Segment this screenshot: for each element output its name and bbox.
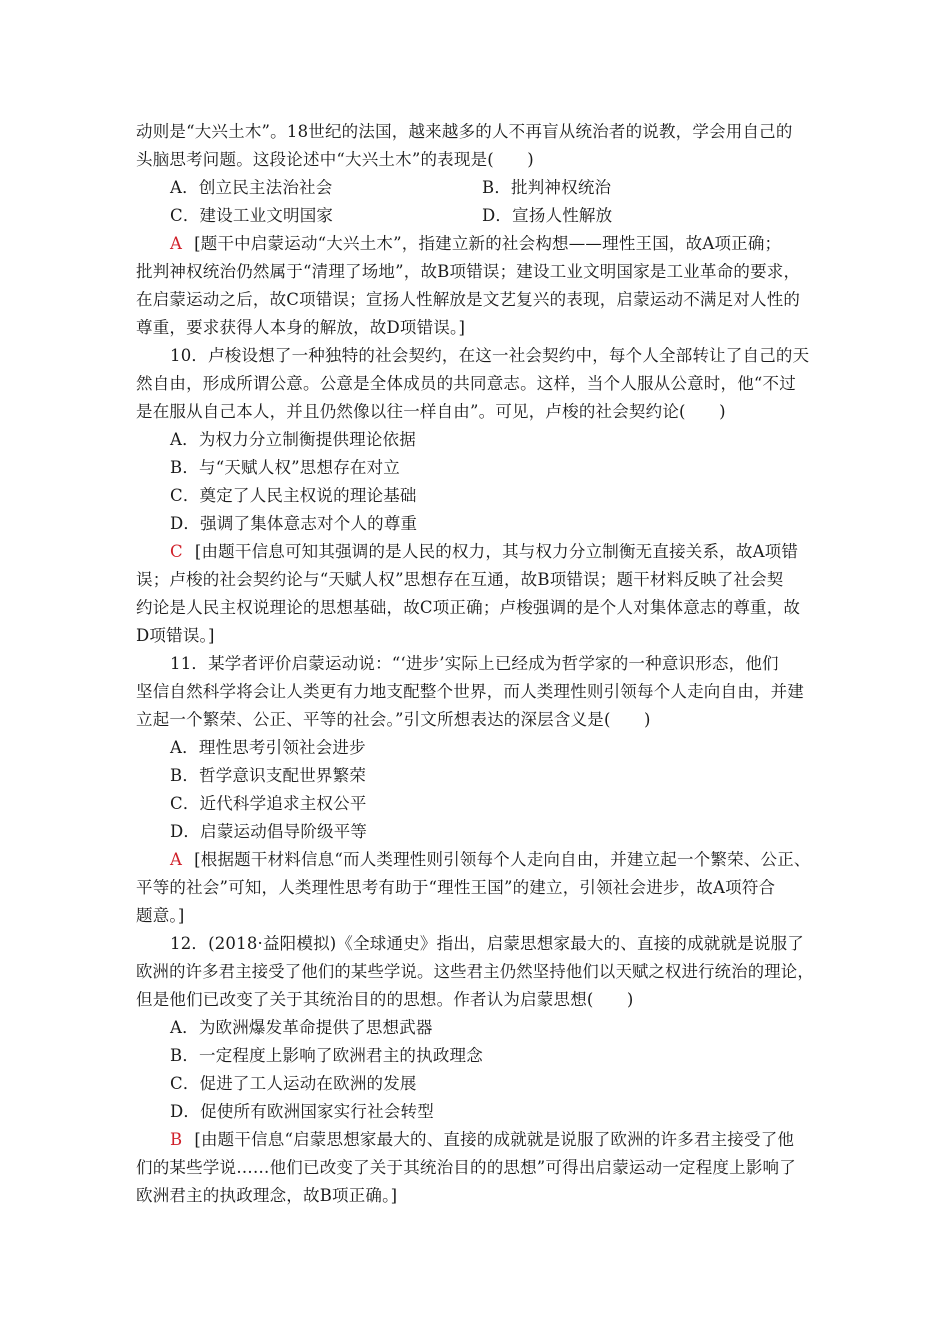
q12-stem-line: 欧洲的许多君主接受了他们的某些学说。这些君主仍然坚持他们以天赋之权进行统治的理论， xyxy=(136,962,814,981)
q10-explanation-line: 误；卢梭的社会契约论与“天赋人权”思想存在互通，故B项错误；题干材料反映了社会契 xyxy=(136,570,784,589)
q12-option-b: B．一定程度上影响了欧洲君主的执政理念 xyxy=(170,1046,483,1065)
q12-option-a: A．为欧洲爆发革命提供了思想武器 xyxy=(170,1018,433,1037)
q11-stem-line: 坚信自然科学将会让人类更有力地支配整个世界，而人类理性则引领每个人走向自由，并建 xyxy=(136,682,804,701)
q9-stem-line: 动则是“大兴土木”。18世纪的法国，越来越多的人不再盲从统治者的说教，学会用自己的 xyxy=(136,122,793,141)
q10-option-d: D．强调了集体意志对个人的尊重 xyxy=(170,514,418,533)
q11-explanation-line: 题意。] xyxy=(136,906,185,925)
q9-explanation-line: 尊重，要求获得人本身的解放，故D项错误。] xyxy=(136,318,466,337)
q9-answer: A xyxy=(170,234,183,253)
q9-explanation-line: 在启蒙运动之后，故C项错误；宣扬人性解放是文艺复兴的表现，启蒙运动不满足对人性的 xyxy=(136,290,801,309)
q10-explanation-line: D项错误。] xyxy=(136,626,215,645)
q9-explanation-line: 批判神权统治仍然属于“清理了场地”，故B项错误；建设工业文明国家是工业革命的要求， xyxy=(136,262,801,281)
q10-option-c: C．奠定了人民主权说的理论基础 xyxy=(170,486,417,505)
q11-option-c: C．近代科学追求主权公平 xyxy=(170,794,367,813)
q11-option-d: D．启蒙运动倡导阶级平等 xyxy=(170,822,368,841)
q9-explanation-line: A [题干中启蒙运动“大兴土木”，指建立新的社会构想——理性王国，故A项正确； xyxy=(170,234,782,253)
q9-option-c: C．建设工业文明国家 xyxy=(170,206,334,225)
q11-explanation-line: A [根据题干材料信息“而人类理性则引领每个人走向自由，并建立起一个繁荣、公正、 xyxy=(170,850,811,869)
q12-option-c: C．促进了工人运动在欧洲的发展 xyxy=(170,1074,417,1093)
q10-explanation-line: C [由题干信息可知其强调的是人民的权力，其与权力分立制衡无直接关系，故A项错 xyxy=(170,542,799,561)
q12-explanation-line: 们的某些学说……他们已改变了关于其统治目的的思想”可得出启蒙运动一定程度上影响了 xyxy=(136,1158,796,1177)
q11-stem-line: 立起一个繁荣、公正、平等的社会。”引文所想表达的深层含义是( ) xyxy=(136,710,651,729)
q11-stem-line: 11．某学者评价启蒙运动说：“‘进步’实际上已经成为哲学家的一种意识形态，他们 xyxy=(170,654,779,673)
q11-answer: A xyxy=(170,850,183,869)
q11-explanation-line: 平等的社会”可知，人类理性思考有助于“理性王国”的建立，引领社会进步，故A项符合 xyxy=(136,878,776,897)
q12-explanation-line: 欧洲君主的执政理念，故B项正确。] xyxy=(136,1186,398,1205)
q10-answer: C xyxy=(170,542,183,561)
q9-option-d: D．宣扬人性解放 xyxy=(482,206,613,225)
q10-option-a: A．为权力分立制衡提供理论依据 xyxy=(170,430,416,449)
q10-explanation-line: 约论是人民主权说理论的思想基础，故C项正确；卢梭强调的是个人对集体意志的尊重，故 xyxy=(136,598,801,617)
q10-stem-line: 是在服从自己本人，并且仍然像以往一样自由”。可见，卢梭的社会契约论( ) xyxy=(136,402,726,421)
q12-explanation-line: B [由题干信息“启蒙思想家最大的、直接的成就就是说服了欧洲的许多君主接受了他 xyxy=(170,1130,795,1149)
q9-option-b: B．批判神权统治 xyxy=(482,178,612,197)
q10-stem-line: 10．卢梭设想了一种独特的社会契约，在这一社会契约中，每个人全部转让了自己的天 xyxy=(170,346,810,365)
q9-option-a: A．创立民主法治社会 xyxy=(170,178,333,197)
q12-answer: B xyxy=(170,1130,183,1149)
q9-stem-line: 头脑思考问题。这段论述中“大兴土木”的表现是( ) xyxy=(136,150,534,169)
q12-option-d: D．促使所有欧洲国家实行社会转型 xyxy=(170,1102,434,1121)
q12-stem-line: 12．(2018·益阳模拟)《全球通史》指出，启蒙思想家最大的、直接的成就就是说服了 xyxy=(170,934,805,953)
q12-stem-line: 但是他们已改变了关于其统治目的的思想。作者认为启蒙思想( ) xyxy=(136,990,634,1009)
q11-option-a: A．理性思考引领社会进步 xyxy=(170,738,366,757)
q11-option-b: B．哲学意识支配世界繁荣 xyxy=(170,766,367,785)
q10-stem-line: 然自由，形成所谓公意。公意是全体成员的共同意志。这样，当个人服从公意时，他“不过 xyxy=(136,374,796,393)
q10-option-b: B．与“天赋人权”思想存在对立 xyxy=(170,458,400,477)
